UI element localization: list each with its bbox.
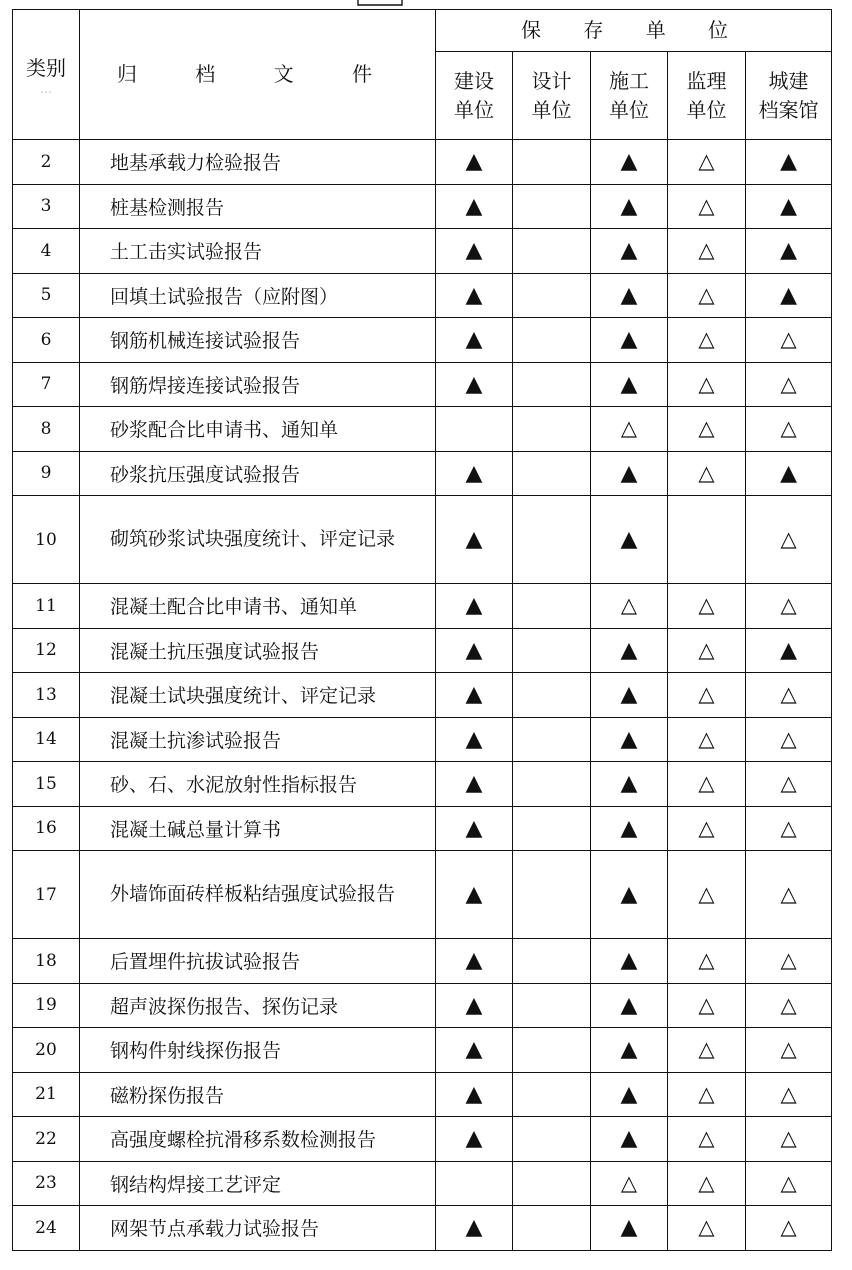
mark-unit-archive xyxy=(746,229,832,274)
mark-unit-archive xyxy=(746,851,832,939)
row-category-number: 2 xyxy=(13,140,80,185)
mark-unit-design xyxy=(513,673,591,718)
row-document-name: 混凝土配合比申请书、通知单 xyxy=(80,584,436,629)
mark-unit-build xyxy=(436,229,513,274)
row-category-number: 6 xyxy=(13,318,80,363)
mark-unit-archive xyxy=(746,1161,832,1206)
header-unit-supervise xyxy=(668,52,746,140)
row-category-number: 17 xyxy=(13,851,80,939)
open-triangle-icon: △ xyxy=(780,527,797,551)
row-document-name: 网架节点承载力试验报告 xyxy=(80,1206,436,1251)
header-unit-build xyxy=(436,52,513,140)
mark-unit-archive xyxy=(746,584,832,629)
mark-unit-build xyxy=(436,1072,513,1117)
mark-unit-design xyxy=(513,229,591,274)
mark-unit-design xyxy=(513,851,591,939)
header-unit-design-line2: 单位 xyxy=(531,97,572,122)
row-category-number: 23 xyxy=(13,1161,80,1206)
open-triangle-icon: △ xyxy=(698,593,715,618)
row-document-name: 后置埋件抗拔试验报告 xyxy=(80,939,436,984)
mark-unit-archive xyxy=(746,318,832,363)
mark-unit-archive xyxy=(746,717,832,762)
mark-unit-supervise xyxy=(668,318,746,363)
mark-unit-build xyxy=(436,362,513,407)
row-document-name: 钢结构焊接工艺评定 xyxy=(80,1161,436,1206)
document-header: 归 档 文 件 xyxy=(80,10,436,140)
mark-unit-construct xyxy=(591,407,668,452)
mark-unit-construct xyxy=(591,584,668,629)
filled-triangle-icon: ▲ xyxy=(620,1081,638,1107)
mark-unit-supervise xyxy=(668,140,746,185)
mark-unit-construct xyxy=(591,1028,668,1073)
mark-unit-construct xyxy=(591,229,668,274)
filled-triangle-icon: ▲ xyxy=(620,637,638,663)
filled-triangle-icon: ▲ xyxy=(780,238,797,264)
open-triangle-icon: △ xyxy=(620,416,638,441)
row-document-name: 砌筑砂浆试块强度统计、评定记录 xyxy=(80,496,436,584)
mark-unit-construct xyxy=(591,362,668,407)
archive-document-table xyxy=(12,9,832,1251)
mark-unit-construct xyxy=(591,762,668,807)
open-triangle-icon: △ xyxy=(780,1126,797,1151)
row-category-number: 22 xyxy=(13,1117,80,1162)
table-row xyxy=(13,806,832,851)
mark-unit-supervise xyxy=(668,584,746,629)
mark-unit-archive xyxy=(746,983,832,1028)
filled-triangle-icon: ▲ xyxy=(780,149,797,175)
filled-triangle-icon: ▲ xyxy=(465,193,483,219)
row-category-number: 7 xyxy=(13,362,80,407)
header-unit-construct-line2: 单位 xyxy=(609,97,649,122)
mark-unit-design xyxy=(513,1161,591,1206)
row-document-name: 回填土试验报告（应附图） xyxy=(80,273,436,318)
open-triangle-icon: △ xyxy=(698,193,715,218)
mark-unit-build xyxy=(436,184,513,229)
mark-unit-archive xyxy=(746,628,832,673)
mark-unit-design xyxy=(513,584,591,629)
category-header-sub: … xyxy=(40,82,52,96)
row-document-name: 高强度螺栓抗滑移系数检测报告 xyxy=(80,1117,436,1162)
table-row xyxy=(13,184,832,229)
row-document-name: 地基承载力检验报告 xyxy=(80,140,436,185)
row-document-name: 土工击实试验报告 xyxy=(80,229,436,274)
mark-unit-supervise xyxy=(668,939,746,984)
filled-triangle-icon: ▲ xyxy=(620,149,638,175)
filled-triangle-icon: ▲ xyxy=(465,282,483,308)
mark-unit-supervise xyxy=(668,451,746,496)
row-category-number: 13 xyxy=(13,673,80,718)
mark-unit-design xyxy=(513,362,591,407)
row-category-number: 15 xyxy=(13,762,80,807)
header-unit-archive-line2: 档案馆 xyxy=(758,97,819,122)
mark-unit-archive xyxy=(746,1028,832,1073)
mark-unit-supervise xyxy=(668,1206,746,1251)
filled-triangle-icon: ▲ xyxy=(465,1037,483,1063)
filled-triangle-icon: ▲ xyxy=(620,327,638,353)
table-row xyxy=(13,673,832,718)
filled-triangle-icon: ▲ xyxy=(465,371,483,397)
row-category-number: 10 xyxy=(13,496,80,584)
open-triangle-icon: △ xyxy=(780,771,797,796)
filled-triangle-icon: ▲ xyxy=(465,238,483,264)
mark-unit-design xyxy=(513,762,591,807)
row-document-name: 钢筋焊接连接试验报告 xyxy=(80,362,436,407)
filled-triangle-icon: ▲ xyxy=(465,682,483,708)
table-row xyxy=(13,717,832,762)
open-triangle-icon: △ xyxy=(698,282,715,307)
open-triangle-icon: △ xyxy=(698,1081,715,1106)
mark-unit-build xyxy=(436,851,513,939)
filled-triangle-icon: ▲ xyxy=(780,282,797,308)
mark-unit-supervise xyxy=(668,851,746,939)
row-document-name: 砂浆配合比申请书、通知单 xyxy=(80,407,436,452)
mark-unit-supervise xyxy=(668,407,746,452)
open-triangle-icon: △ xyxy=(780,682,797,707)
mark-unit-supervise xyxy=(668,229,746,274)
mark-unit-archive xyxy=(746,140,832,185)
open-triangle-icon: △ xyxy=(620,593,638,618)
table-row xyxy=(13,584,832,629)
open-triangle-icon: △ xyxy=(698,238,715,263)
mark-unit-archive xyxy=(746,184,832,229)
mark-unit-supervise xyxy=(668,1028,746,1073)
mark-unit-design xyxy=(513,983,591,1028)
row-category-number: 16 xyxy=(13,806,80,851)
row-document-name: 磁粉探伤报告 xyxy=(80,1072,436,1117)
open-triangle-icon: △ xyxy=(698,726,715,751)
filled-triangle-icon: ▲ xyxy=(780,637,797,663)
open-triangle-icon: △ xyxy=(780,992,797,1017)
mark-unit-archive xyxy=(746,1206,832,1251)
row-category-number: 19 xyxy=(13,983,80,1028)
mark-unit-construct xyxy=(591,717,668,762)
row-document-name: 砂、石、水泥放射性指标报告 xyxy=(80,762,436,807)
mark-unit-archive xyxy=(746,806,832,851)
row-category-number: 5 xyxy=(13,273,80,318)
table-row xyxy=(13,1206,832,1251)
mark-unit-design xyxy=(513,451,591,496)
filled-triangle-icon: ▲ xyxy=(465,726,483,752)
open-triangle-icon: △ xyxy=(698,1037,715,1062)
mark-unit-design xyxy=(513,407,591,452)
mark-unit-archive xyxy=(746,407,832,452)
mark-unit-archive xyxy=(746,273,832,318)
table-row xyxy=(13,628,832,673)
open-triangle-icon: △ xyxy=(780,726,797,751)
open-triangle-icon: △ xyxy=(780,1081,797,1106)
row-document-name: 桩基检测报告 xyxy=(80,184,436,229)
mark-unit-build xyxy=(436,1161,513,1206)
storage-unit-group-header: 保 存 单 位 xyxy=(436,10,832,52)
open-triangle-icon: △ xyxy=(780,416,797,441)
open-triangle-icon: △ xyxy=(698,815,715,840)
mark-unit-build xyxy=(436,673,513,718)
table-row xyxy=(13,407,832,452)
mark-unit-construct xyxy=(591,1072,668,1117)
mark-unit-archive xyxy=(746,362,832,407)
open-triangle-icon: △ xyxy=(698,1215,715,1240)
mark-unit-supervise xyxy=(668,1072,746,1117)
table-row xyxy=(13,496,832,584)
table-row xyxy=(13,273,832,318)
mark-unit-construct xyxy=(591,1161,668,1206)
filled-triangle-icon: ▲ xyxy=(465,992,483,1018)
filled-triangle-icon: ▲ xyxy=(465,882,483,907)
filled-triangle-icon: ▲ xyxy=(465,327,483,353)
table-row xyxy=(13,1117,832,1162)
mark-unit-supervise xyxy=(668,806,746,851)
mark-unit-construct xyxy=(591,1206,668,1251)
table-row xyxy=(13,140,832,185)
mark-unit-build xyxy=(436,451,513,496)
open-triangle-icon: △ xyxy=(780,815,797,840)
mark-unit-construct xyxy=(591,983,668,1028)
mark-unit-archive xyxy=(746,451,832,496)
mark-unit-archive xyxy=(746,1117,832,1162)
filled-triangle-icon: ▲ xyxy=(465,593,483,619)
mark-unit-build xyxy=(436,1117,513,1162)
filled-triangle-icon: ▲ xyxy=(620,193,638,219)
open-triangle-icon: △ xyxy=(698,1170,715,1195)
mark-unit-archive xyxy=(746,673,832,718)
open-triangle-icon: △ xyxy=(698,149,715,174)
mark-unit-supervise xyxy=(668,762,746,807)
table-row xyxy=(13,1072,832,1117)
table-body xyxy=(13,140,832,1251)
filled-triangle-icon: ▲ xyxy=(620,771,638,797)
open-triangle-icon: △ xyxy=(698,327,715,352)
mark-unit-construct xyxy=(591,318,668,363)
filled-triangle-icon: ▲ xyxy=(780,460,797,486)
row-document-name: 超声波探伤报告、探伤记录 xyxy=(80,983,436,1028)
filled-triangle-icon: ▲ xyxy=(465,815,483,841)
mark-unit-design xyxy=(513,318,591,363)
mark-unit-build xyxy=(436,717,513,762)
mark-unit-design xyxy=(513,806,591,851)
mark-unit-design xyxy=(513,717,591,762)
mark-unit-design xyxy=(513,184,591,229)
filled-triangle-icon: ▲ xyxy=(620,1215,638,1241)
mark-unit-construct xyxy=(591,140,668,185)
open-triangle-icon: △ xyxy=(780,1037,797,1062)
row-document-name: 混凝土抗压强度试验报告 xyxy=(80,628,436,673)
filled-triangle-icon: ▲ xyxy=(465,771,483,797)
table-row xyxy=(13,362,832,407)
mark-unit-archive xyxy=(746,496,832,584)
mark-unit-construct xyxy=(591,851,668,939)
row-category-number: 12 xyxy=(13,628,80,673)
filled-triangle-icon: ▲ xyxy=(620,948,638,974)
mark-unit-supervise xyxy=(668,273,746,318)
mark-unit-construct xyxy=(591,939,668,984)
row-category-number: 9 xyxy=(13,451,80,496)
table-row xyxy=(13,983,832,1028)
filled-triangle-icon: ▲ xyxy=(465,527,483,552)
mark-unit-supervise xyxy=(668,184,746,229)
mark-unit-build xyxy=(436,273,513,318)
mark-unit-design xyxy=(513,628,591,673)
header-unit-build-line2: 单位 xyxy=(454,97,494,122)
filled-triangle-icon: ▲ xyxy=(620,992,638,1018)
table-row xyxy=(13,318,832,363)
mark-unit-design xyxy=(513,1117,591,1162)
open-triangle-icon: △ xyxy=(780,1215,797,1240)
mark-unit-design xyxy=(513,1072,591,1117)
filled-triangle-icon: ▲ xyxy=(780,193,797,219)
mark-unit-build xyxy=(436,806,513,851)
table-row xyxy=(13,851,832,939)
mark-unit-construct xyxy=(591,184,668,229)
filled-triangle-icon: ▲ xyxy=(465,1126,483,1152)
header-unit-archive-line1: 城建 xyxy=(768,68,809,93)
filled-triangle-icon: ▲ xyxy=(620,1037,638,1063)
filled-triangle-icon: ▲ xyxy=(620,238,638,264)
filled-triangle-icon: ▲ xyxy=(465,1215,483,1241)
row-document-name: 钢筋机械连接试验报告 xyxy=(80,318,436,363)
filled-triangle-icon: ▲ xyxy=(465,460,483,486)
row-document-name: 混凝土碱总量计算书 xyxy=(80,806,436,851)
open-triangle-icon: △ xyxy=(780,1170,797,1195)
mark-unit-build xyxy=(436,407,513,452)
filled-triangle-icon: ▲ xyxy=(465,1081,483,1107)
header-unit-build-line1: 建设 xyxy=(454,68,494,93)
mark-unit-build xyxy=(436,584,513,629)
row-category-number: 4 xyxy=(13,229,80,274)
mark-unit-supervise xyxy=(668,362,746,407)
filled-triangle-icon: ▲ xyxy=(620,882,638,907)
mark-unit-construct xyxy=(591,451,668,496)
row-category-number: 21 xyxy=(13,1072,80,1117)
row-category-number: 24 xyxy=(13,1206,80,1251)
mark-unit-supervise xyxy=(668,717,746,762)
header-unit-design xyxy=(513,52,591,140)
mark-unit-build xyxy=(436,762,513,807)
row-category-number: 20 xyxy=(13,1028,80,1073)
mark-unit-build xyxy=(436,318,513,363)
open-triangle-icon: △ xyxy=(698,682,715,707)
open-triangle-icon: △ xyxy=(620,1170,638,1195)
header-unit-supervise-line2: 单位 xyxy=(686,97,727,122)
page-top-fragment xyxy=(350,0,410,8)
mark-unit-supervise xyxy=(668,628,746,673)
row-document-name: 混凝土试块强度统计、评定记录 xyxy=(80,673,436,718)
row-document-name: 砂浆抗压强度试验报告 xyxy=(80,451,436,496)
filled-triangle-icon: ▲ xyxy=(620,282,638,308)
table-row xyxy=(13,451,832,496)
header-unit-construct-line1: 施工 xyxy=(609,68,649,93)
open-triangle-icon: △ xyxy=(698,637,715,662)
category-header-label: 类别 xyxy=(26,56,66,80)
open-triangle-icon: △ xyxy=(698,948,715,973)
open-triangle-icon: △ xyxy=(698,371,715,396)
mark-unit-supervise xyxy=(668,1117,746,1162)
mark-unit-supervise xyxy=(668,496,746,584)
mark-unit-design xyxy=(513,1206,591,1251)
open-triangle-icon: △ xyxy=(698,771,715,796)
mark-unit-archive xyxy=(746,939,832,984)
filled-triangle-icon: ▲ xyxy=(620,682,638,708)
row-category-number: 14 xyxy=(13,717,80,762)
open-triangle-icon: △ xyxy=(698,460,715,485)
table-row xyxy=(13,939,832,984)
mark-unit-build xyxy=(436,1206,513,1251)
mark-unit-design xyxy=(513,939,591,984)
row-document-name: 钢构件射线探伤报告 xyxy=(80,1028,436,1073)
mark-unit-construct xyxy=(591,806,668,851)
mark-unit-build xyxy=(436,496,513,584)
mark-unit-build xyxy=(436,1028,513,1073)
table-row xyxy=(13,229,832,274)
open-triangle-icon: △ xyxy=(698,992,715,1017)
header-unit-construct xyxy=(591,52,668,140)
mark-unit-supervise xyxy=(668,1161,746,1206)
table-row xyxy=(13,1161,832,1206)
row-category-number: 18 xyxy=(13,939,80,984)
row-category-number: 8 xyxy=(13,407,80,452)
mark-unit-archive xyxy=(746,1072,832,1117)
mark-unit-archive xyxy=(746,762,832,807)
open-triangle-icon: △ xyxy=(698,1126,715,1151)
filled-triangle-icon: ▲ xyxy=(620,460,638,486)
mark-unit-build xyxy=(436,628,513,673)
header-unit-archive xyxy=(746,52,832,140)
mark-unit-supervise xyxy=(668,983,746,1028)
header-unit-supervise-line1: 监理 xyxy=(686,68,727,93)
filled-triangle-icon: ▲ xyxy=(620,726,638,752)
row-category-number: 11 xyxy=(13,584,80,629)
open-triangle-icon: △ xyxy=(780,948,797,973)
open-triangle-icon: △ xyxy=(780,327,797,352)
table-row xyxy=(13,1028,832,1073)
mark-unit-supervise xyxy=(668,673,746,718)
filled-triangle-icon: ▲ xyxy=(620,527,638,552)
filled-triangle-icon: ▲ xyxy=(620,815,638,841)
mark-unit-construct xyxy=(591,628,668,673)
mark-unit-build xyxy=(436,939,513,984)
open-triangle-icon: △ xyxy=(698,882,715,906)
mark-unit-design xyxy=(513,496,591,584)
header-row-group xyxy=(13,10,832,52)
mark-unit-construct xyxy=(591,1117,668,1162)
filled-triangle-icon: ▲ xyxy=(465,149,483,175)
mark-unit-design xyxy=(513,273,591,318)
mark-unit-design xyxy=(513,140,591,185)
table-row xyxy=(13,762,832,807)
filled-triangle-icon: ▲ xyxy=(465,637,483,663)
mark-unit-build xyxy=(436,983,513,1028)
filled-triangle-icon: ▲ xyxy=(620,371,638,397)
mark-unit-design xyxy=(513,1028,591,1073)
mark-unit-build xyxy=(436,140,513,185)
category-header xyxy=(13,10,80,140)
row-document-name: 外墙饰面砖样板粘结强度试验报告 xyxy=(80,851,436,939)
open-triangle-icon: △ xyxy=(698,416,715,441)
open-triangle-icon: △ xyxy=(780,882,797,906)
filled-triangle-icon: ▲ xyxy=(465,948,483,974)
header-unit-design-line1: 设计 xyxy=(531,68,572,93)
open-triangle-icon: △ xyxy=(780,371,797,396)
open-triangle-icon: △ xyxy=(780,593,797,618)
mark-unit-construct xyxy=(591,673,668,718)
row-category-number: 3 xyxy=(13,184,80,229)
filled-triangle-icon: ▲ xyxy=(620,1126,638,1152)
mark-unit-construct xyxy=(591,273,668,318)
mark-unit-construct xyxy=(591,496,668,584)
row-document-name: 混凝土抗渗试验报告 xyxy=(80,717,436,762)
